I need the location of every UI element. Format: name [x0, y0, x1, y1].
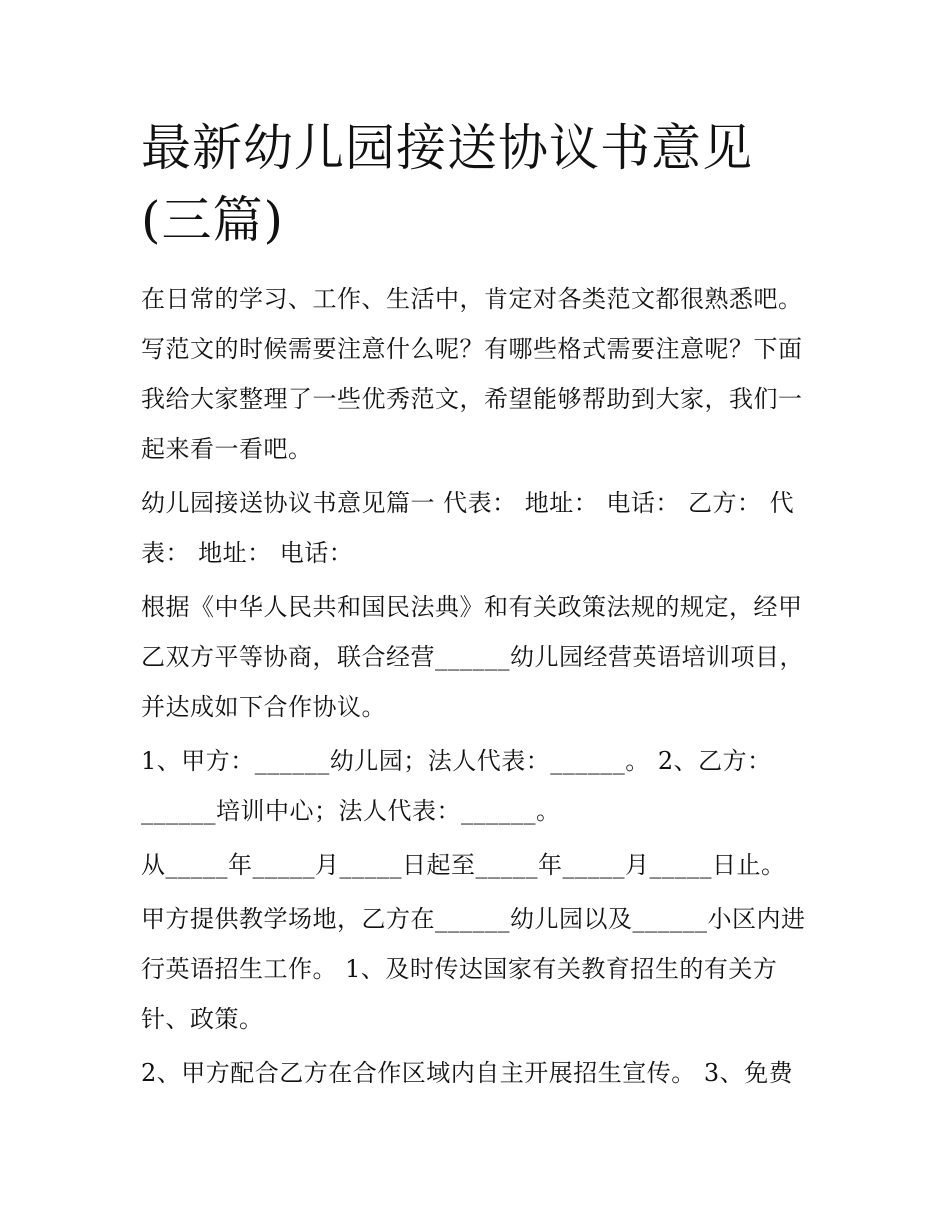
parties-paragraph: 1、甲方：______幼儿园；法人代表：______。 2、乙方：______培训中心；法人代表：______。 [141, 747, 772, 825]
responsibilities-paragraph: 甲方提供教学场地，乙方在______幼儿园以及______小区内进行英语招生工作。 1、及时传达国家有关教育招生的有关方针、政策。 [141, 905, 806, 1033]
document-body [141, 112, 816, 1102]
section-heading-paragraph: 幼儿园接送协议书意见篇一 代表： 地址： 电话： 乙方： 代表： 地址： 电话： [141, 489, 795, 567]
document-title: 最新幼儿园接送协议书意见(三篇) [141, 119, 753, 249]
promotion-paragraph: 2、甲方配合乙方在合作区域内自主开展招生宣传。 3、免费 [141, 1059, 794, 1087]
intro-paragraph: 在日常的学习、工作、生活中，肯定对各类范文都很熟悉吧。写范文的时候需要注意什么呢？有哪些格式需要注意呢？下面我给大家整理了一些优秀范文，希望能够帮助到大家，我们一起来看一看吧。 [141, 285, 803, 463]
term-paragraph: 从_____年_____月_____日起至_____年_____月_____日止。 [141, 851, 786, 879]
agreement-basis-paragraph: 根据《中华人民共和国民法典》和有关政策法规的规定，经甲乙双方平等协商，联合经营______幼儿园经营英语培训项目，并达成如下合作协议。 [141, 593, 804, 721]
